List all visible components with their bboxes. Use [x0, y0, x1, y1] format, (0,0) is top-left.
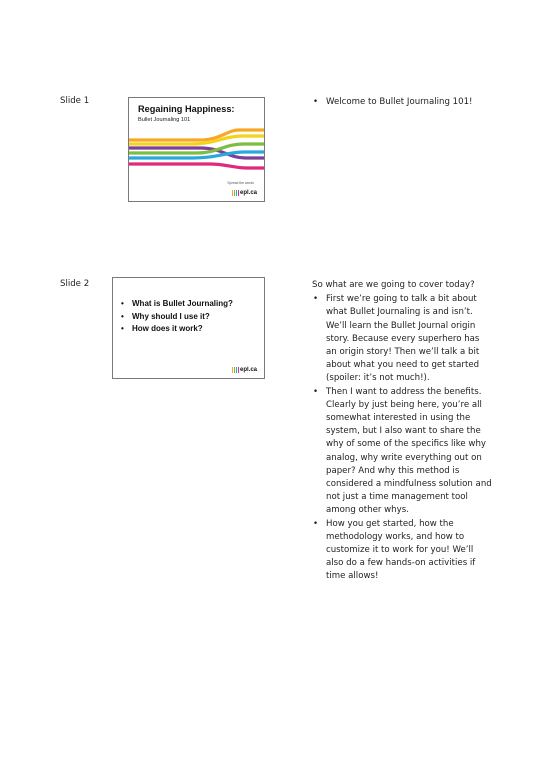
slide-2-note-bullet-1: • First we’re going to talk a bit about what Bullet Journaling is and isn’t. We’ll learn the Bullet Journal origin story. Because every superhero has an origin story! Then we’ll talk a bit about what you need to get started (spoiler: it’s not much!).	[312, 293, 492, 385]
slide-1-notes	[312, 96, 492, 109]
slide-2-bullet-1: • What is Bullet Journaling?	[121, 298, 233, 311]
slide-1-logo	[232, 190, 257, 196]
slide-2-bullet-3: • How does it work?	[121, 323, 233, 336]
stripe-pink	[129, 164, 265, 168]
slide-2-label: Slide 2	[60, 279, 90, 289]
slide-1-subtitle: Bullet Journaling 101	[138, 117, 191, 123]
logo-bars-icon	[232, 367, 239, 373]
slide-2-note-bullet-2: • Then I want to address the benefits. Clearly by just being here, you’re all somewhat interested in using the system, but I also want to share the why of some of the specifics like why analog, why write everything out on paper? And why this method is considered a mindfulness solution and not just a time management tool among other whys.	[312, 386, 492, 518]
slide-2-bullet-2: • Why should I use it?	[121, 311, 233, 324]
slide-1-thumbnail	[128, 97, 265, 202]
slide-1-label: Slide 1	[60, 96, 90, 106]
logo-bars-icon	[232, 190, 239, 196]
slide-1-title: Regaining Happiness:	[138, 104, 235, 114]
slide-1-tagline: Spread the words	[227, 181, 254, 185]
slide-1-note-bullet-1: • Welcome to Bullet Journaling 101!	[312, 96, 492, 109]
slide-2-logo	[232, 367, 257, 373]
slide-2-bullet-list	[121, 298, 233, 336]
slide-2-notes-intro: So what are we going to cover today?	[312, 280, 475, 290]
color-stripes-graphic	[129, 98, 265, 202]
slide-1-logo-text: epl.ca	[239, 190, 257, 196]
slide-2-thumbnail	[112, 277, 265, 379]
slide-2-notes	[312, 279, 492, 584]
slide-2-logo-text: epl.ca	[239, 367, 257, 373]
slide-2-note-bullet-3: • How you get started, how the methodology works, and how to customize it to work for you! We’ll also do a few hands-on activities if time allows!	[312, 518, 492, 584]
